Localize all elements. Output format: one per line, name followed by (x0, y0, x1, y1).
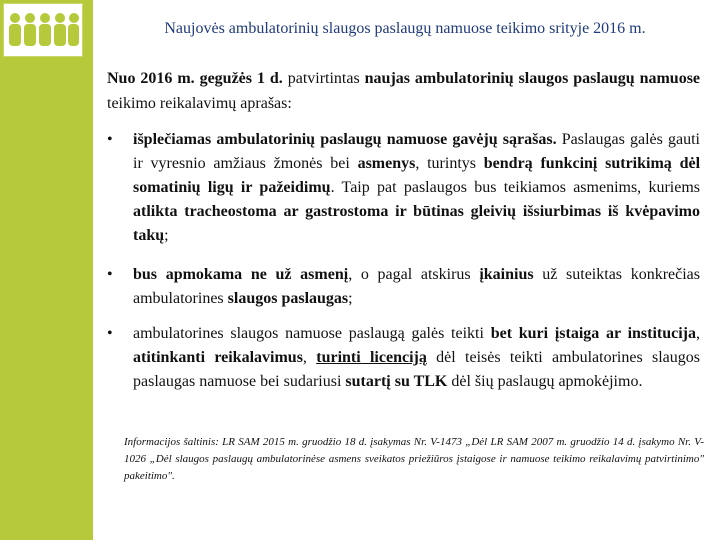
intro-date: Nuo 2016 m. gegužės 1 d. (107, 70, 283, 87)
bold-text: asmenys (357, 155, 416, 172)
list-item-text (133, 263, 700, 311)
bullet: • (107, 131, 113, 148)
bold-text: bus apmokama ne už asmenį (133, 266, 349, 283)
list-item (107, 263, 700, 311)
bullet: • (107, 325, 113, 342)
bold-text: atlikta tracheostoma ar gastrostoma ir būtinas gleivių išsiurbimas iš kvėpavimo takų (133, 203, 700, 244)
text: dėl teisės teikti ambulatorines slaugos paslaugas namuose bei sudariusi (133, 349, 700, 390)
bold-text: atitinkanti reikalavimus (133, 349, 303, 366)
intro-text: patvirtintas (282, 70, 365, 87)
underlined-bold-text: turinti licenciją (316, 349, 427, 366)
bold-text: išplečiamas ambulatorinių paslaugų namuose gavėjų sąrašas. (133, 131, 557, 148)
bold-text: bendrą funkcinį sutrikimą dėl somatinių ligų ir pažeidimų (133, 155, 701, 196)
list-item (107, 128, 700, 248)
list-item-text (133, 322, 700, 394)
list-item-text (133, 128, 700, 248)
text: . Taip pat paslaugos bus teikiamos asmenims, kuriems (330, 179, 701, 196)
bold-text: sutartį su TLK (345, 373, 448, 390)
page-title: Naujovės ambulatorinių slaugos paslaugų namuose teikimo srityje 2016 m. (164, 20, 646, 37)
bold-text: įkainius (479, 266, 534, 283)
text: už suteiktas konkrečias ambulatorines (133, 266, 701, 307)
text: ; (348, 290, 353, 307)
text: , (302, 349, 317, 366)
text: Paslaugas galės gauti ir vyresnio amžiaus žmonės bei (133, 131, 700, 172)
bold-text: bet kuri įstaiga ar institucija (490, 325, 697, 342)
text: ; (164, 227, 169, 244)
text: , o pagal atskirus (348, 266, 480, 283)
intro-paragraph (107, 66, 700, 116)
text: ambulatorines slaugos namuose paslaugą galės teikti (133, 325, 491, 342)
bold-text: slaugos paslaugas (227, 290, 349, 307)
intro-text-end: teikimo reikalavimų aprašas: (107, 95, 292, 112)
text: , turintys (415, 155, 484, 172)
bullet: • (107, 266, 113, 283)
people-group-logo-icon (3, 3, 83, 57)
source-note: Informacijos šaltinis: LR SAM 2015 m. gruodžio 18 d. įsakymas Nr. V-1473 „Dėl LR SAM 2007 m. gruodžio 14 d. įsakymo Nr. V-1026 „Dėl slaugos paslaugų ambulatorinėse asmens sveikatos priežiūros įstaigose ir namuose teikimo reikalavimų patvirtinimo" pakeitimo". (124, 436, 704, 482)
left-sidebar (0, 0, 93, 540)
list-item (107, 322, 700, 394)
text: , (696, 325, 701, 342)
text: dėl šių paslaugų apmokėjimo. (447, 373, 643, 390)
intro-highlight: naujas ambulatorinių slaugos paslaugų namuose (364, 70, 701, 87)
